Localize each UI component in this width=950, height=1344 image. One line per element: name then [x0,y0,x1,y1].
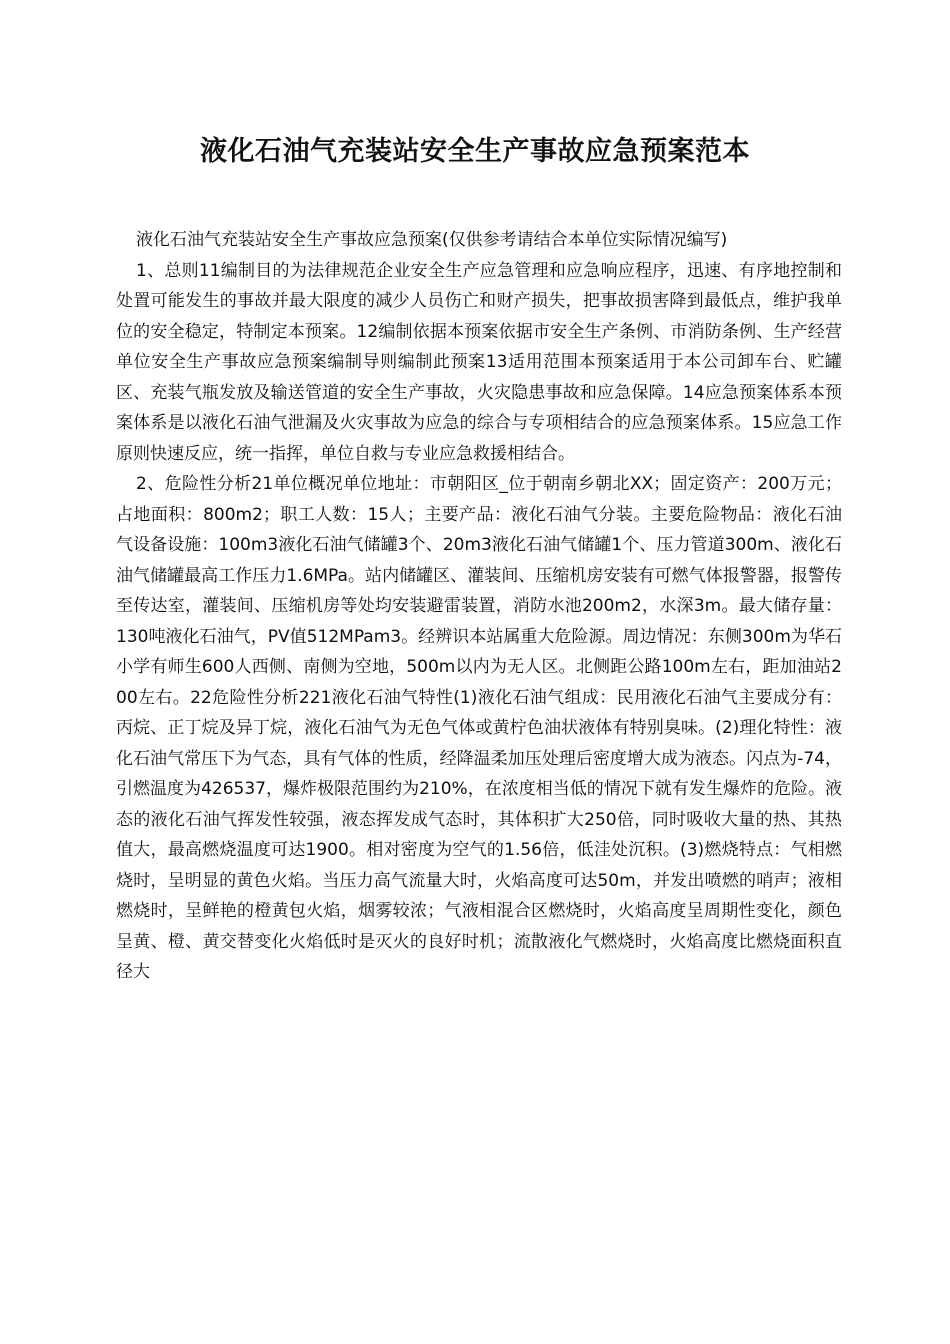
paragraph-risk-analysis: 2、危险性分析21单位概况单位地址：市朝阳区_位于朝南乡朝北XX；固定资产：200万元；占地面积：800m2；职工人数：15人；主要产品：液化石油气分装。主要危险物品：液化石油气设备设施：100m3液化石油气储罐3个、20m3液化石油气储罐1个、压力管道300m、液化石油气储罐最高工作压力1.6MPa。站内储罐区、灌装间、压缩机房安装有可燃气体报警器，报警传至传达室，灌装间、压缩机房等处均安装避雷装置，消防水池200m2，水深3m。最大储存量：130吨液化石油气，PV值512MPam3。经辨识本站属重大危险源。周边情况：东侧300m为华石小学有师生600人西侧、南侧为空地，500m以内为无人区。北侧距公路100m左右，距加油站200左右。22危险性分析221液化石油气特性(1)液化石油气组成：民用液化石油气主要成分有：丙烷、正丁烷及异丁烷，液化石油气为无色气体或黄柠色油状液体有特别臭味。(2)理化特性：液化石油气常压下为气态，具有气体的性质，经降温柔加压处理后密度增大成为液态。闪点为-74，引燃温度为426537，爆炸极限范围约为210%，在浓度相当低的情况下就有发生爆炸的危险。液态的液化石油气挥发性较强，液态挥发成气态时，其体积扩大250倍，同时吸收大量的热、其热值大，最高燃烧温度可达1900。相对密度为空气的1.56倍，低洼处沉积。(3)燃烧特点：气相燃烧时，呈明显的黄色火焰。当压力高气流量大时，火焰高度可达50m，并发出喷燃的哨声；液相燃烧时，呈鲜艳的橙黄包火焰，烟雾较浓；气液相混合区燃烧时，火焰高度呈周期性变化，颜色呈黄、橙、黄交替变化火焰低时是灭火的良好时机；流散液化气燃烧时，火焰高度比燃烧面积直径大 [116,474,842,982]
paragraph-general-principles: 1、总则11编制目的为法律规范企业安全生产应急管理和应急响应程序，迅速、有序地控制和处置可能发生的事故并最大限度的减少人员伤亡和财产损失，把事故损害降到最低点，维护我单位的安全稳定，特制定本预案。12编制依据本预案依据市安全生产条例、市消防条例、生产经营单位安全生产事故应急预案编制导则编制此预案13适用范围本预案适用于本公司卸车台、贮罐区、充装气瓶发放及输送管道的安全生产事故，火灾隐患事故和应急保障。14应急预案体系本预案体系是以液化石油气泄漏及火灾事故为应急的综合与专项相结合的应急预案体系。15应急工作原则快速反应，统一指挥，单位自救与专业应急救援相结合。 [116,260,842,464]
document-subtitle: 液化石油气充装站安全生产事故应急预案(仅供参考请结合本单位实际情况编写) [136,230,728,250]
document-title: 液化石油气充装站安全生产事故应急预案范本 [200,136,750,167]
document-body [116,225,842,988]
